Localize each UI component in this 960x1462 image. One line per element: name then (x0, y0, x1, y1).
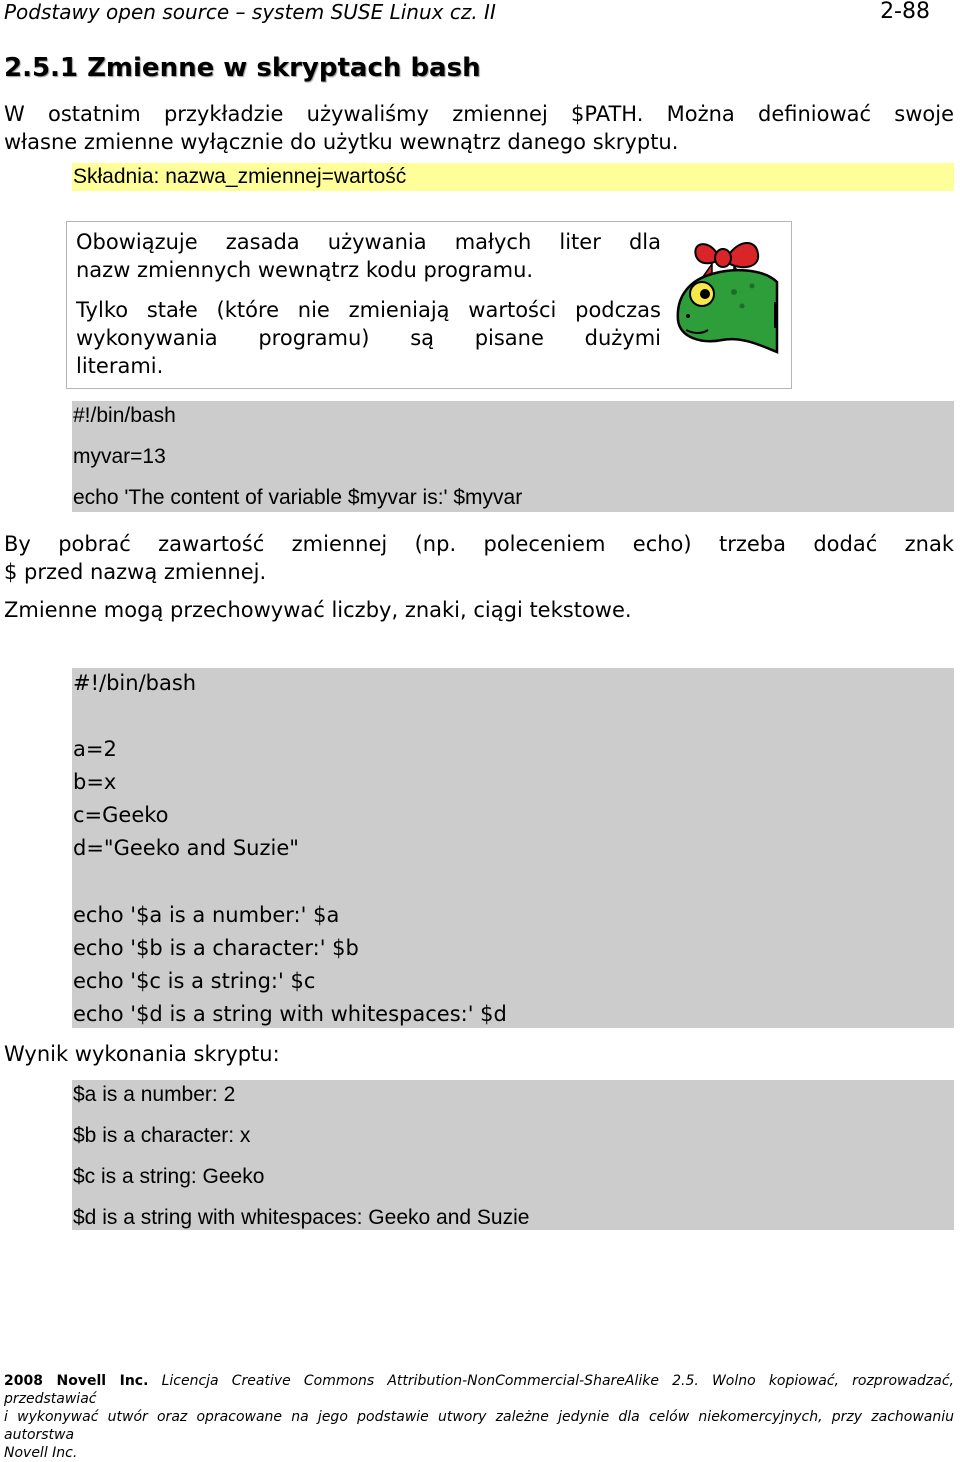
note-line: wykonywania programu) są pisane dużymi (76, 326, 661, 350)
note-line: Tylko stałe (które nie zmieniają wartości podczas (76, 298, 661, 322)
code-line: echo '$b is a character:' $b (73, 936, 359, 960)
code-line: myvar=13 (73, 445, 166, 468)
license-footer (4, 1372, 954, 1462)
code-block-myvar (72, 401, 954, 512)
geeko-mascot-icon (672, 234, 782, 358)
code-line: a=2 (73, 737, 117, 761)
code-line: #!/bin/bash (73, 671, 197, 695)
result-label-text: Wynik wykonania skryptu: (4, 1042, 280, 1066)
running-header-title: Podstawy open source – system SUSE Linux cz. II (4, 0, 496, 24)
code-line: d="Geeko and Suzie" (73, 836, 299, 860)
intro-line: własne zmienne wyłącznie do użytku wewnątrz danego skryptu. (4, 130, 679, 154)
footer-license-text: Licencja Creative Commons Attribution-NonCommercial-ShareAlike 2.5. Wolno kopiować, rozprowadzać, przedstawiać (4, 1373, 955, 1407)
output-line: $b is a character: x (73, 1124, 251, 1147)
footer-line (4, 1372, 954, 1408)
note-paragraph-constants (76, 296, 661, 380)
code-line: echo 'The content of variable $myvar is:' $myvar (73, 486, 523, 509)
code-line: #!/bin/bash (73, 404, 176, 427)
variable-types-paragraph (4, 596, 954, 624)
syntax-text: Składnia: nazwa_zmiennej=wartość (73, 165, 407, 188)
code-line: echo '$d is a string with whitespaces:' $d (73, 1002, 507, 1026)
script-output-block (72, 1080, 954, 1230)
code-line: echo '$a is a number:' $a (73, 903, 340, 927)
footer-line: Novell Inc. (4, 1445, 78, 1461)
output-line: $c is a string: Geeko (73, 1165, 265, 1188)
variable-access-paragraph (4, 530, 954, 586)
footer-line: i wykonywać utwór oraz opracowane na jego podstawie utwory zależne jedynie dla celów niekomercyjnych, przy zachowaniu autorstwa (4, 1409, 954, 1443)
result-label (4, 1040, 954, 1068)
page-number: 2-88 (880, 0, 930, 24)
footer-company: 2008 Novell Inc. (4, 1373, 149, 1389)
code-line: c=Geeko (73, 803, 169, 827)
intro-paragraph (4, 100, 954, 156)
code-block-variables (72, 668, 954, 1028)
syntax-highlight (72, 163, 954, 191)
code-line: echo '$c is a string:' $c (73, 969, 316, 993)
note-line: Obowiązuje zasada używania małych liter dla (76, 230, 661, 254)
intro-line: W ostatnim przykładzie używaliśmy zmiennej $PATH. Można definiować swoje (4, 102, 954, 126)
note-paragraph-lowercase (76, 228, 661, 284)
paragraph-line: Zmienne mogą przechowywać liczby, znaki, ciągi tekstowe. (4, 598, 632, 622)
output-line: $a is a number: 2 (73, 1083, 236, 1106)
note-line: nazw zmiennych wewnątrz kodu programu. (76, 258, 534, 282)
code-line: b=x (73, 770, 117, 794)
paragraph-line: $ przed nazwą zmiennej. (4, 560, 267, 584)
note-line: literami. (76, 354, 164, 378)
section-title: 2.5.1 Zmienne w skryptach bash (4, 53, 481, 83)
paragraph-line: By pobrać zawartość zmiennej (np. poleceniem echo) trzeba dodać znak (4, 532, 954, 556)
output-line: $d is a string with whitespaces: Geeko and Suzie (73, 1206, 530, 1229)
